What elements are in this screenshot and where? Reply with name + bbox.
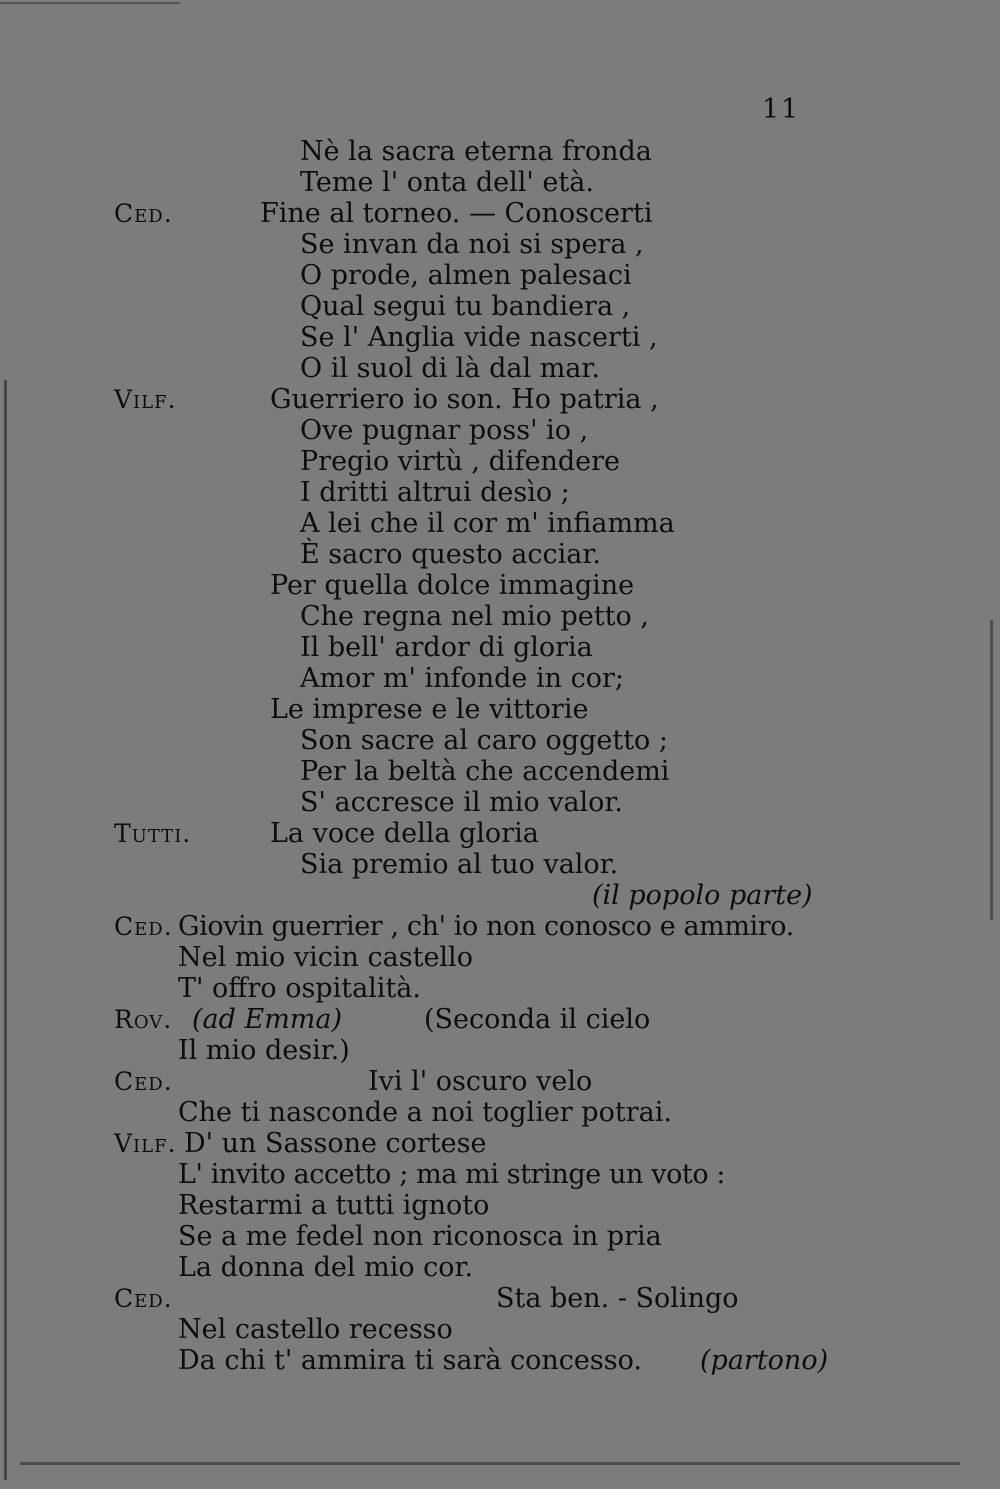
verse-line: Per quella dolce immagine (270, 570, 635, 601)
verse-line: O il suol di là dal mar. (300, 353, 600, 384)
page-edge-left (4, 380, 7, 1480)
speaker-label: Ced. (114, 912, 173, 941)
speaker-label: Vilf. (114, 1129, 177, 1158)
verse-line: Se a me fedel non riconosca in pria (178, 1221, 662, 1252)
verse-line: Da chi t' ammira ti sarà concesso. (178, 1345, 642, 1376)
verse-line: Teme l' onta dell' età. (300, 167, 594, 198)
speaker-label: Rov. (114, 1005, 173, 1034)
verse-line: Qual segui tu bandiera , (300, 291, 631, 322)
verse-line: Il mio desir.) (178, 1035, 350, 1066)
verse-line: S' accresce il mio valor. (300, 787, 623, 818)
verse-line: La donna del mio cor. (178, 1252, 474, 1283)
verse-line: Pregio virtù , difendere (300, 446, 621, 477)
verse-line: O prode, almen palesaci (300, 260, 632, 291)
verse-line: Restarmi a tutti ignoto (178, 1190, 490, 1221)
verse-line: La voce della gloria (270, 818, 539, 849)
verse-line: Se invan da noi si spera , (300, 229, 644, 260)
verse-line: Ivi l' oscuro velo (368, 1066, 593, 1097)
speaker-label: Ced. (114, 1284, 173, 1313)
verse-line: Che ti nasconde a noi toglier potrai. (178, 1097, 672, 1128)
speaker-label: Ced. (114, 199, 173, 228)
page-edge-right (990, 620, 993, 920)
speaker-label: Ced. (114, 1067, 173, 1096)
verse-line: Giovin guerrier , ch' io non conosco e ammiro. (178, 911, 794, 942)
verse-line: Che regna nel mio petto , (300, 601, 649, 632)
speaker-label: Vilf. (114, 385, 177, 414)
verse-line: Se l' Anglia vide nascerti , (300, 322, 658, 353)
verse-line: Amor m' infonde in cor; (300, 663, 624, 694)
verse-line: Fine al torneo. — Conoscerti (260, 198, 653, 229)
verse-line: Ove pugnar poss' io , (300, 415, 589, 446)
verse-line: Nel castello recesso (178, 1314, 453, 1345)
verse-line: Nel mio vicin castello (178, 942, 473, 973)
stage-direction: (partono) (700, 1345, 829, 1376)
verse-line: D' un Sassone cortese (184, 1128, 487, 1159)
stage-direction: (il popolo parte) (592, 880, 813, 911)
verse-line: L' invito accetto ; ma mi stringe un voto : (178, 1159, 726, 1190)
verse-line: Sia premio al tuo valor. (300, 849, 619, 880)
page-edge-bottom (20, 1462, 960, 1465)
verse-line: T' offro ospitalità. (178, 973, 421, 1004)
verse-line: È sacro questo acciar. (300, 539, 601, 570)
verse-line: Nè la sacra eterna fronda (300, 136, 652, 167)
verse-line: Per la beltà che accendemi (300, 756, 670, 787)
verse-line: Il bell' ardor di gloria (300, 632, 593, 663)
verse-line: A lei che il cor m' infiamma (300, 508, 675, 539)
verse-line: Le imprese e le vittorie (270, 694, 589, 725)
verse-line: (Seconda il cielo (424, 1004, 651, 1035)
verse-line: I dritti altrui desìo ; (300, 477, 570, 508)
speaker-label: Tutti. (114, 819, 192, 848)
verse-line: Sta ben. - Solingo (496, 1283, 739, 1314)
verse-line: Son sacre al caro oggetto ; (300, 725, 668, 756)
page-number: 11 (762, 94, 801, 125)
stage-direction: (ad Emma) (192, 1004, 343, 1035)
page-edge-top (0, 2, 180, 4)
verse-line: Guerriero io son. Ho patria , (270, 384, 659, 415)
